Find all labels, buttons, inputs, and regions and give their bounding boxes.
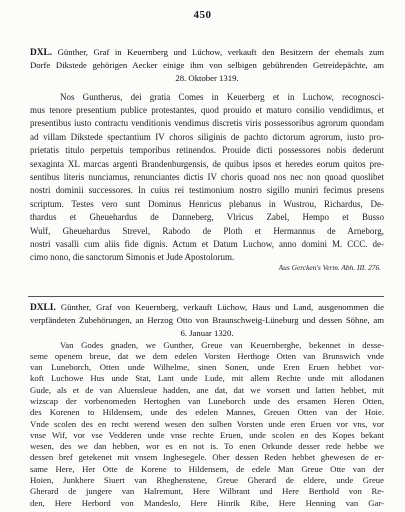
heading-line bbox=[30, 301, 384, 314]
body-line: seme openem breue, dat we dem edelen Vorsten Herthoge Otten van Brunswich vnde bbox=[30, 350, 384, 361]
body-line: den, Here Herbord von Mandeslo, Here Hinrik Ribe, Here Henning van Gar- bbox=[30, 497, 384, 508]
body-line: van Luneborch, Otten unde Wilhelme, sinen Sonen, unde Eren Eruen hebbet vor- bbox=[30, 362, 384, 373]
body-line: presentibus iusto contractu venditionis vendimus discretis viris possessoribus agrorum quondam bbox=[30, 118, 384, 129]
charter-number: DXL. bbox=[30, 48, 53, 58]
body-line: Van Godes gnaden, we Gunther, Greue van Keuernberghe, bekennet in desse- bbox=[60, 339, 384, 350]
body-line: des Korenen to Hildensem, unde des edelen Mannes, Greuen Otten van der Hoie. bbox=[30, 407, 384, 418]
body-line: same Here, Her Otte de Korene to Hildensem, de edele Man Greue Otte van der bbox=[30, 463, 384, 474]
body-line: koft Luchowe Hus unde Stat, Lant unde Lude, mit allem Rechte unde mit allodanen bbox=[30, 373, 384, 384]
charter-heading-dxli bbox=[30, 301, 384, 339]
body-line: vnse Wif, vor vse Vedderen unde vnse rechte Eruen, unde scolen en des Kopes bekant bbox=[30, 429, 384, 440]
charter-body-dxli bbox=[30, 340, 384, 509]
charter-body-dxl bbox=[30, 91, 384, 265]
charter-number: DXLI. bbox=[30, 303, 56, 313]
body-line: scriptum. Testes vero sunt Dominus Henricus plebanus in Wustrou, Richardus, De- bbox=[30, 198, 384, 209]
body-line: cimo nono, die sanctorum Simonis et Jude Apostolorum. bbox=[30, 252, 235, 263]
body-line: mus tenore presentium publice protestantes, quod prouido et maturo consilio vendidimus, et bbox=[30, 104, 384, 115]
body-line: Gherard de jungere van Halremunt, Here Wilbrant und Here Berthold von Re- bbox=[30, 486, 384, 497]
body-line: Vnde scolen des en recht werend wesen den sulben Vorsten unde eren Eruen vor vns, vor bbox=[30, 418, 384, 429]
body-line: Gude, als et de van Aluensleue hadden, ane dat, dat we vorsett und latten hebbet, mit bbox=[30, 384, 384, 395]
body-line: ad villam Dikstede spectantium IV choros siliginis de pachto dictorum agrorum, iusto pro- bbox=[30, 131, 384, 142]
body-line: Nos Guntherus, dei gratia Comes in Keuerberg et in Luchow, recognosci- bbox=[60, 91, 384, 102]
heading-line: Dorfe Dikstede gehörigen Aecker einige ihm von selbigen gebührenden Getreidepächte, am bbox=[30, 60, 384, 71]
body-line: Wulf, Gheuehardus Strevel, Rabodo de Ploth et Hermannus de Arneborg, bbox=[30, 225, 384, 236]
heading-date: 6. Januar 1320. bbox=[180, 327, 234, 338]
charter-heading-dxl bbox=[30, 46, 384, 84]
source-citation: Aus Gercken's Verm. Abh. III. 276. bbox=[278, 263, 381, 272]
heading-date: 28. Oktober 1319. bbox=[175, 72, 239, 83]
body-line: thardus et Gheuehardus de Danneberg, Vlricus Zabel, Hempo et Busso bbox=[30, 212, 384, 223]
section-divider bbox=[28, 296, 384, 297]
body-line: dessen bref getekenet mit vnsem Inghesegele. Ober dessen Reden hebbet ghewesen de er- bbox=[30, 452, 384, 463]
body-line: prietatis titulo perpetuis temporibus retinendos. Prouide dicti possessores nobis dederunt bbox=[30, 145, 384, 156]
heading-text: Günther, Graf in Keuernberg und Lüchow, verkauft den Besitzern der ehemals zum bbox=[57, 47, 384, 57]
heading-line bbox=[30, 46, 384, 59]
body-line: sentibus literis nunciamus, renunciantes dictis IV choris quoad nos nec non quoad quoslibet bbox=[30, 171, 384, 182]
body-line: wesen, des we dan hebben, wor es en not is. To enen Orkunde desser rede hebbe we bbox=[30, 441, 384, 452]
heading-line: verpfändeten Zubehörungen, an Herzog Otto von Braunschweig-Lüneburg und dessen Söhne, am bbox=[30, 315, 384, 326]
body-line: wizscap der vorbenomeden Hertoghen van Luneborch unde des ersamen Heren Otten, bbox=[30, 395, 384, 406]
body-line: sexaginta XL marcas argenti Brandenburgensis, de quibus ipsos et heredes eorum quitos pre- bbox=[30, 158, 384, 169]
body-line: nostri vasalli cum aliis fide dignis. Actum et Datum Luchow, anno domini M. CCC. de- bbox=[30, 238, 384, 249]
heading-text: Günther, Graf von Keuernberg, verkauft Lüchow, Haus und Land, ausgenommen die bbox=[60, 302, 384, 312]
body-line: Hoien, Junkhere Siuert van Rheghenstene, Greue Gherard de eldere, unde Greue bbox=[30, 475, 384, 486]
page-number: 450 bbox=[193, 9, 212, 21]
body-line: nostri dominii successores. In cuius rei testimonium nostro sigillo muniri fecimus presens bbox=[30, 185, 384, 196]
